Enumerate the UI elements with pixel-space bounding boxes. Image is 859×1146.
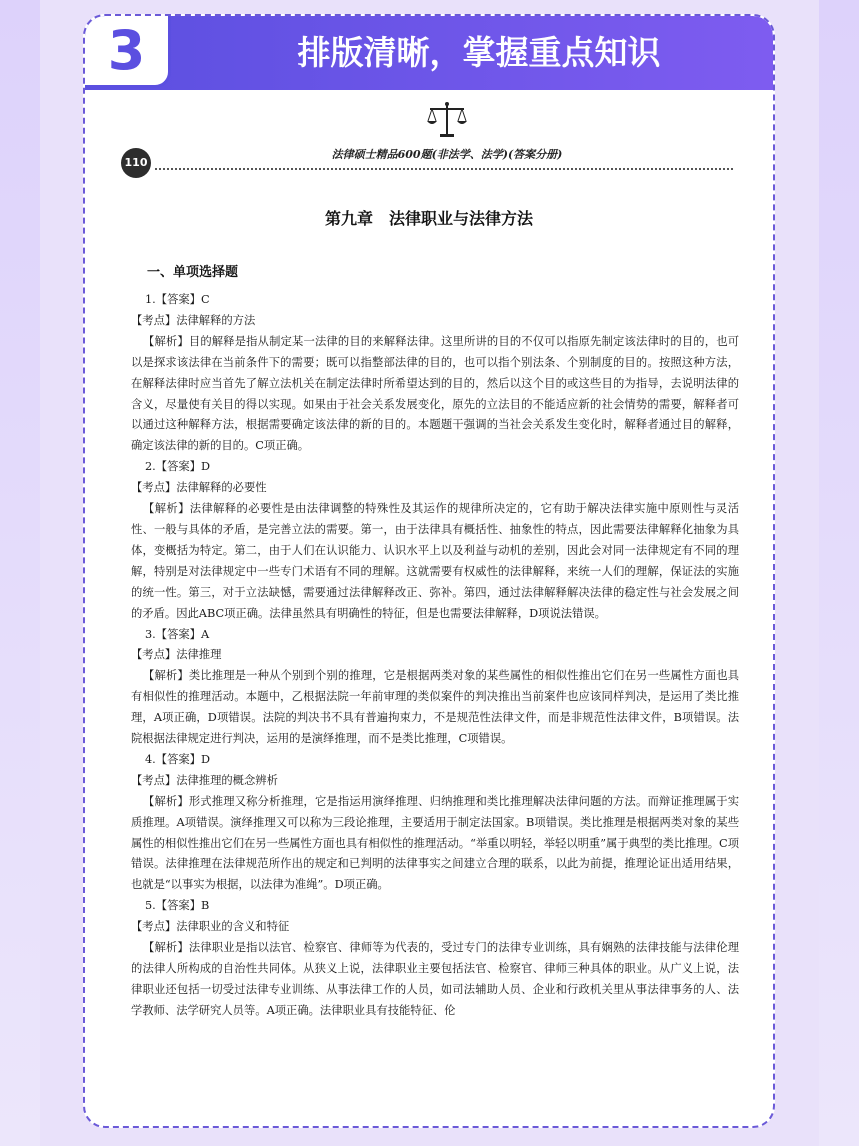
number-badge xyxy=(85,16,171,88)
answer-line: 4.【答案】D xyxy=(145,752,211,766)
key-point-line: 【考点】法律解释的方法 xyxy=(131,313,256,327)
running-header xyxy=(121,146,733,176)
document-card xyxy=(83,14,775,1128)
key-point-line: 【考点】法律解释的必要性 xyxy=(131,481,267,495)
section-heading: 一、单项选择题 xyxy=(147,265,239,280)
analysis-paragraph: 【解析】形式推理又称分析推理，它是指运用演绎推理、归纳推理和类比推理解决法律问题的方法。而辩证推理属于实质推理。A项错误。演绎推理又可以称为三段论推理，主要适用于制定法国家。B项错误。类比推理是根据两类对象的某些属性的相似性推出它们在另一些属性方面也具有相似性的推理活动。“举重以明轻，举轻以明重”属于典型的类比推理。C项错误。法律推理在法律规范所作出的规定和已判明的法律事实之间建立合理的联系，以此为前提，推理论证出适用结果，也就是“以事实为根据，以法律为准绳”。D项正确。 xyxy=(131,794,739,892)
key-point-line: 【考点】法律推理的概念辨析 xyxy=(131,773,278,787)
answer-content xyxy=(131,290,739,1022)
analysis-paragraph: 【解析】类比推理是一种从个别到个别的推理，它是根据两类对象的某些属性的相似性推出它们在另一些属性方面也具有相似性的推理活动。本题中，乙根据法院一年前审理的类似案件的判决推出当前案件也应该同样判决，是运用了类比推理，A项正确，D项错误。法院的判决书不具有普遍拘束力，不是规范性法律文件，而是非规范性法律文件，B项错误。法院根据法律规定进行判决，运用的是演绎推理，而不是类比推理，C项错误。 xyxy=(131,669,739,746)
answer-line: 3.【答案】A xyxy=(145,627,210,641)
title-banner xyxy=(85,16,773,90)
badge-number: 3 xyxy=(107,18,146,82)
banner-title: 排版清晰，掌握重点知识 xyxy=(297,33,661,72)
background-left xyxy=(0,0,40,1146)
page-number: 110 xyxy=(121,148,151,178)
analysis-paragraph: 【解析】法律职业是指以法官、检察官、律师等为代表的，受过专门的法律专业训练，具有娴熟的法律技能与法律伦理的法律人所构成的自治性共同体。从狭义上说，法律职业主要包括法官、检察官、律师三种具体的职业。从广义上说，法律职业还包括一切受过法律专业训练、从事法律工作的人员，如司法辅助人员、企业和行政机关里从事法律事务的人、法学教师、法学研究人员等。A项正确。法律职业具有技能特征、伦 xyxy=(131,941,739,1017)
key-point-line: 【考点】法律职业的含义和特征 xyxy=(131,920,290,934)
chapter-title: 第九章 法律职业与法律方法 xyxy=(324,209,533,228)
analysis-paragraph: 【解析】法律解释的必要性是由法律调整的特殊性及其运作的规律所决定的，它有助于解决法律实施中原则性与灵活性、一般与具体的矛盾，是完善立法的需要。第一，由于法律具有概括性、抽象性的特点，因此需要法律解释化抽象为具体，变概括为特定。第二，由于人们在认识能力、认识水平上以及利益与动机的差别，因此会对同一法律规定有不同的理解，特别是对法律规定中一些专门术语有不同的理解。这就需要有权威性的法律解释，来统一人们的理解，保证法的实施的统一性。第三，对于立法缺憾，需要通过法律解释改正、弥补。第四，通过法律解释解决法律的稳定性与社会发展之间的矛盾。因此ABC项正确。法律虽然具有明确性的特征，但是也需要法律解释，D项说法错误。 xyxy=(131,502,739,620)
key-point-line: 【考点】法律推理 xyxy=(131,648,222,662)
scales-of-justice-icon xyxy=(426,100,468,140)
answer-line: 2.【答案】D xyxy=(145,460,211,474)
book-title: 法律硕士精品600题(非法学、法学)(答案分册) xyxy=(331,148,563,161)
header-rule xyxy=(155,168,733,170)
background-right xyxy=(819,0,859,1146)
answer-line: 5.【答案】B xyxy=(145,899,210,913)
answer-line: 1.【答案】C xyxy=(145,293,210,306)
analysis-paragraph: 【解析】目的解释是指从制定某一法律的目的来解释法律。这里所讲的目的不仅可以指原先制定该法律时的目的，也可以是探求该法律在当前条件下的需要；既可以指整部法律的目的，也可以指个别法条、个别制度的目的。按照这种方法，在解释法律时应当首先了解立法机关在制定法律时所希望达到的目的，然后以这个目的或这些目的为指导，去说明法律的含义，尽量使有关目的得以实现。如果由于社会关系发展变化，原先的立法目的不能适应新的社会情势的需要，解释者可以通过这种解释方法，根据需要确定该法律的新的目的。本题题干强调的当社会关系发生变化时，解释者通过目的解释，确定该法律的新的目的。C项正确。 xyxy=(131,334,739,453)
